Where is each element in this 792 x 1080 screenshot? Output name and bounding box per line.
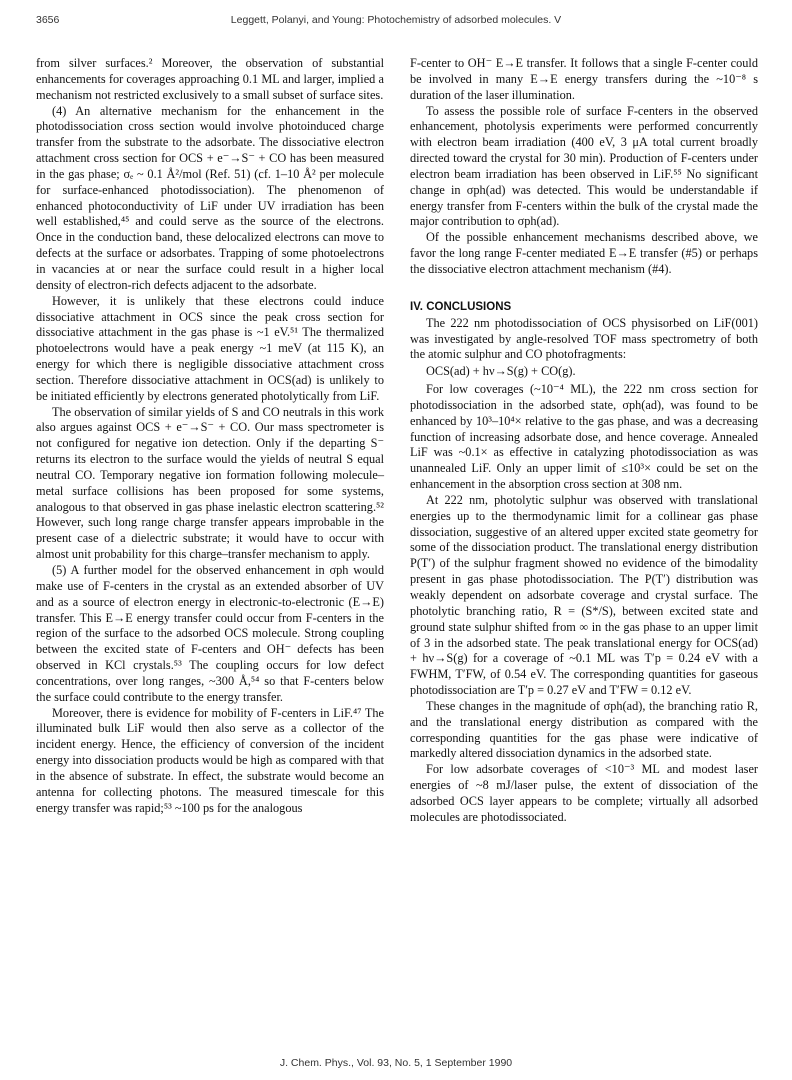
running-head <box>36 14 756 32</box>
paragraph: from silver surfaces.² Moreover, the observation of substantial enhancements for coverages approaching 0.1 ML and larger, implied a mechanism not restricted exclusively to a small subset of surface sites. <box>36 56 384 102</box>
page-footer: J. Chem. Phys., Vol. 93, No. 5, 1 September 1990 <box>279 1057 513 1069</box>
paragraph: (4) An alternative mechanism for the enhancement in the photodissociation cross section would involve photoinduced charge transfer from the substrate to the adsorbate. The dissociative electron attachment cross section for OCS + e⁻→S⁻ + CO has been measured in the gas phase; σₑ ~ 0.1 Å²/mol (Ref. 51) (cf. 1–10 Å² per molecule for surface-enhanced photodissociation). The phenomenon of enhanced photoconductivity of LiF under UV irradiation has been well established,⁴⁵ and could serve as the source of the electrons. Once in the conduction band, these delocalized electrons can move to defects at the surface or adsorbates. Trapping of some photoelectrons in vacancies at or near the surface could result in a higher local density of electron-rich defects adjacent to the adsorbate. <box>36 103 384 292</box>
page-number: 3656 <box>36 14 60 26</box>
paragraph: F-center to OH⁻ E→E transfer. It follows that a single F-center could be involved in many E→E energy transfers during the ~10⁻⁸ s duration of the laser illumination. <box>410 56 758 102</box>
paragraph: Of the possible enhancement mechanisms described above, we favor the long range F-center mediated E→E transfer (#5) or perhaps the dissociative electron attachment mechanism (#4). <box>410 230 758 276</box>
running-title: Leggett, Polanyi, and Young: Photochemistry of adsorbed molecules. V <box>230 14 562 26</box>
paragraph: (5) A further model for the observed enhancement in σph would make use of F-centers in the crystal as an extended absorber of UV and as a source of electron energy in electronic-to-electronic (E→E) transfer. This E→E energy transfer could occur from F-centers in the region of the surface to the adsorbed OCS molecule. Strong coupling between the excited state of F-centers and OH⁻ defects has been observed in KCl crystals.⁵³ The coupling occurs for low defect concentrations, over long ranges, ~300 Å,⁵⁴ so that F-centers below the surface could contribute to the energy transfer. <box>36 563 384 704</box>
right-column <box>410 56 758 826</box>
equation: OCS(ad) + hν→S(g) + CO(g). <box>426 364 576 379</box>
paragraph: At 222 nm, photolytic sulphur was observed with translational energies up to the thermodynamic limit for a collinear gas phase dissociation, suggestive of an altered upper excited state geometry for some of the dissociation product. The translational energy distribution P(T′) of the sulphur fragment showed no evidence of the bimodality present in gas phase photodissociation. The P(T′) distribution was weakly dependent on adsorbate coverage and crystal surface. The photolytic branching ratio, R = (S*/S), between excited state and ground state sulphur shifted from ∞ in the gas phase to an upper limit of 3 in the adsorbed state. The peak translational energy for OCS(ad) + hν→S(g) for a coverage of ~0.1 ML was T′p = 0.24 eV with a FWHM, T′FW, of 0.54 eV. The corresponding quantities for gaseous photodissociation are T′p = 0.27 eV and T′FW = 0.12 eV. <box>410 492 758 698</box>
section-heading: IV. CONCLUSIONS <box>410 300 512 313</box>
paragraph: For low coverages (~10⁻⁴ ML), the 222 nm cross section for photodissociation in the adsorbed state, σph(ad), was found to be enhanced by 10³–10⁴× relative to the gas phase, and was a decreasing function of increasing adsorbate dose, and hence coverage. Annealed LiF was ~0.1× as effective in catalyzing photodissociation as was unannealed LiF. Only an upper limit of ≤10³× could be set on the enhancement in the absorption cross section at 308 nm. <box>410 382 758 492</box>
paragraph: The 222 nm photodissociation of OCS physisorbed on LiF(001) was investigated by angle-resolved TOF mass spectrometry of both the atomic sulphur and CO photofragments: <box>410 315 758 362</box>
left-column <box>36 56 384 817</box>
paragraph: To assess the possible role of surface F-centers in the observed enhancement, photolysis experiments were performed concurrently with electron beam irradiation (400 eV, 3 μA total current broadly directed toward the crystal for 30 min). Production of F-centers under electron beam irradiation has been observed in LiF.⁵⁵ No significant change in σph(ad) was detected. This would be understandable if energy transfer from F-centers within the bulk of the crystal made the major contribution to σph(ad). <box>410 103 758 229</box>
paragraph: These changes in the magnitude of σph(ad), the branching ratio R, and the translational energy distribution as compared with the corresponding quantities for the gas phase were indicative of markedly altered dissociation dynamics in the adsorbed state. <box>410 698 758 761</box>
paragraph: Moreover, there is evidence for mobility of F-centers in LiF.⁴⁷ The illuminated bulk LiF would then also serve as a collector of the incident energy. Hence, the efficiency of conversion of the incident energy into dissociation products would be high as compared with that in the absence of substrate. In effect, the substrate would become an antenna for collecting photons. The measured timescale for this energy transfer was rapid;⁵³ ~100 ps for the analogous <box>36 705 384 815</box>
paragraph: For low adsorbate coverages of <10⁻³ ML and modest laser energies of ~8 mJ/laser pulse, the extent of dissociation of the adsorbed OCS layer appears to be complete; virtually all adsorbed molecules are photodissociated. <box>410 762 758 824</box>
paragraph: The observation of similar yields of S and CO neutrals in this work also argues against OCS + e⁻→S⁻ + CO. Our mass spectrometer is not configured for negative ion detection. Only if the departing S⁻ returns its electron to the surface would the yields of neutral S equal neutral CO. Temporary negative ion formation following molecule–metal surface collisions has been proposed for some systems, analogous to that observed in gas phase inelastic electron scattering.⁵² However, such long range charge transfer appears improbable in the present case of a dielectric substrate; it would have to occur with almost unit probability for this charge–transfer mechanism to apply. <box>36 404 384 562</box>
paragraph: However, it is unlikely that these electrons could induce dissociative attachment in OCS since the peak cross section for dissociative attachment in the gas phase is ~1 eV.⁵¹ The thermalized photoelectrons would have a peak energy ~1 meV (at 115 K), an energy for which there is negligible dissociative attachment cross section. Therefore dissociative attachment in OCS(ad) is unlikely to be initiated efficiently by electrons generated photolytically from LiF. <box>36 293 384 403</box>
